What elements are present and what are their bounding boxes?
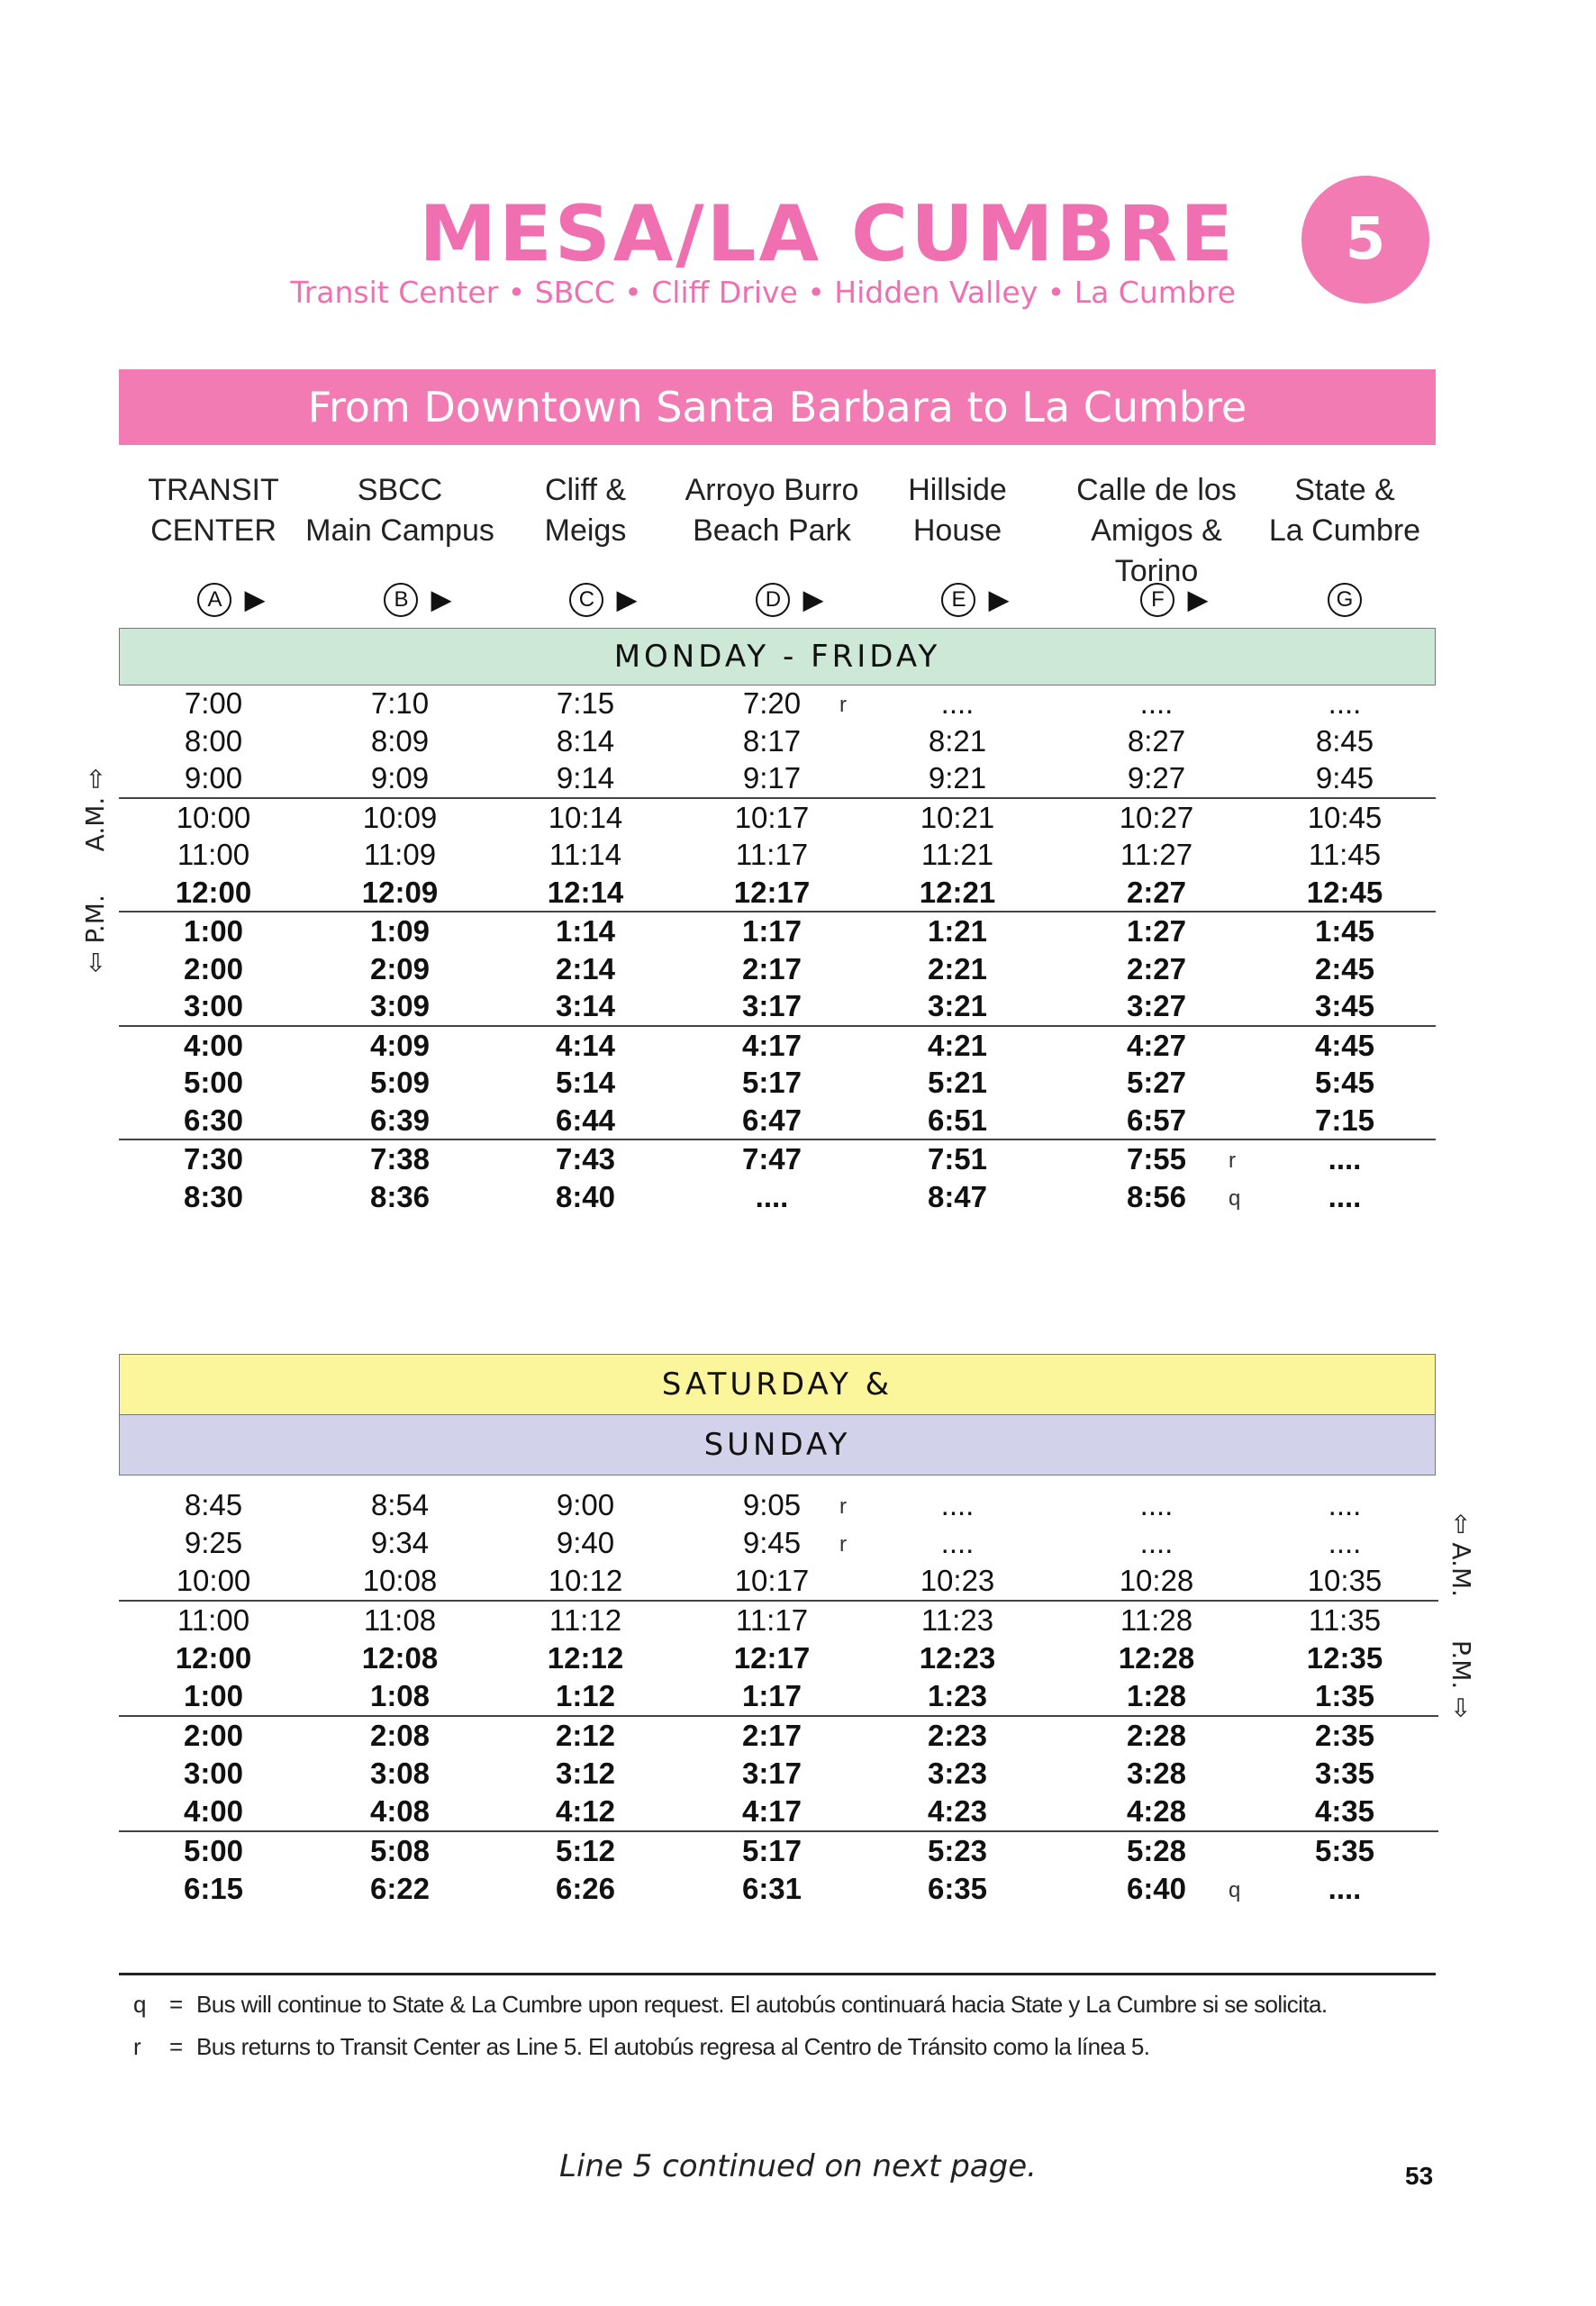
time-cell: 9:00	[556, 1488, 615, 1521]
time-cell: 4:09	[369, 1028, 431, 1062]
time-cell: 1:45	[1314, 914, 1375, 948]
time-cell: 9:21	[928, 761, 987, 794]
page-number: 53	[1405, 2162, 1434, 2190]
time-cell: ....	[1328, 1142, 1362, 1176]
time-cell: 2:09	[369, 951, 431, 985]
footnote-divider	[119, 1973, 1436, 1975]
time-cell: 10:00	[176, 1564, 251, 1597]
time-cell: 5:28	[1126, 1834, 1187, 1867]
time-cell: 2:27	[1126, 875, 1187, 909]
time-cell: 4:45	[1314, 1028, 1375, 1062]
time-cell: 11:28	[1120, 1603, 1193, 1637]
time-cell: 11:17	[735, 1603, 809, 1637]
time-cell: 2:21	[927, 951, 988, 985]
saturday-band: SATURDAY &	[119, 1354, 1436, 1415]
time-cell: 10:45	[1307, 800, 1383, 834]
time-cell: 2:00	[183, 951, 244, 985]
pm-down-arrow-icon: ⇦	[80, 951, 110, 973]
time-cell: 11:14	[549, 838, 622, 871]
time-cell: 3:21	[927, 989, 988, 1022]
stop-name: State & La Cumbre	[1268, 473, 1421, 548]
time-cell: 1:08	[369, 1679, 431, 1712]
stop-marker	[885, 581, 1066, 617]
time-cell: 4:28	[1126, 1794, 1187, 1828]
direction-arrow-icon: ▶	[244, 585, 266, 615]
time-cell: 3:09	[369, 989, 431, 1022]
footnote-text: Bus returns to Transit Center as Line 5. El autobús regresa al Centro de Tránsito como la línea 5.	[196, 2033, 1150, 2060]
time-cell: 1:12	[555, 1679, 616, 1712]
time-cell: 6:26	[555, 1872, 616, 1905]
time-cell: 6:57	[1126, 1103, 1187, 1137]
time-cell: 7:15	[1314, 1103, 1375, 1137]
time-cell: 9:25	[184, 1526, 243, 1559]
time-cell: 2:27	[1126, 951, 1187, 985]
time-cell: 1:21	[927, 914, 988, 948]
time-cell: 4:21	[927, 1028, 988, 1062]
stop-letter-c: C	[569, 583, 603, 617]
time-cell: 12:12	[547, 1641, 624, 1675]
time-cell: 12:21	[919, 875, 996, 909]
stop-name: Cliff & Meigs	[544, 473, 627, 548]
time-cell: 1:17	[741, 1679, 803, 1712]
time-cell: 8:54	[370, 1488, 430, 1521]
time-cell: 9:05	[742, 1488, 802, 1521]
time-cell: 2:23	[927, 1719, 988, 1752]
time-cell: 5:17	[741, 1834, 803, 1867]
time-cell: 9:00	[184, 761, 243, 794]
stop-name: Calle de los Amigos & Torino	[1076, 473, 1237, 588]
time-cell: 9:17	[742, 761, 802, 794]
time-cell: 11:09	[363, 838, 437, 871]
direction-arrow-icon: ▶	[1187, 585, 1209, 615]
time-cell: 1:14	[555, 914, 616, 948]
time-cell: 10:08	[362, 1564, 438, 1597]
time-cell: 12:28	[1118, 1641, 1195, 1675]
time-cell: 4:27	[1126, 1028, 1187, 1062]
time-cell: 8:45	[184, 1488, 243, 1521]
time-cell: 2:12	[555, 1719, 616, 1752]
time-cell: 7:00	[184, 686, 243, 720]
time-cell: 5:00	[183, 1834, 244, 1867]
time-cell: 6:44	[555, 1103, 616, 1137]
time-cell: 4:12	[555, 1794, 616, 1828]
time-cell: 10:14	[548, 800, 623, 834]
time-cell: 11:12	[549, 1603, 622, 1637]
continued-note: Line 5 continued on next page.	[559, 2148, 1037, 2184]
time-cell: 6:47	[741, 1103, 803, 1137]
time-cell: 8:36	[369, 1179, 431, 1213]
stop-marker	[1084, 581, 1265, 617]
time-cell: 8:45	[1315, 723, 1374, 758]
time-cell: ....	[1328, 1872, 1362, 1905]
time-cell: 2:45	[1314, 951, 1375, 985]
time-cell: ....	[1139, 1526, 1174, 1559]
time-cell: ....	[940, 1488, 975, 1521]
time-cell: ....	[1328, 686, 1362, 720]
time-cell: 10:17	[734, 800, 810, 834]
stop-name: SBCC Main Campus	[305, 473, 494, 548]
time-cell: 6:30	[183, 1103, 244, 1137]
footnote-equals: =	[169, 2033, 183, 2060]
time-cell: 11:27	[1120, 838, 1193, 871]
time-cell: 4:14	[555, 1028, 616, 1062]
time-cell: 7:51	[927, 1142, 988, 1176]
footnote-symbol: q	[133, 1991, 146, 2018]
time-cell: 6:39	[369, 1103, 431, 1137]
time-cell: ....	[940, 1526, 975, 1559]
time-cell: 12:14	[547, 875, 624, 909]
footnote-r	[133, 2033, 1149, 2061]
time-cell: 4:08	[369, 1794, 431, 1828]
time-cell: 9:09	[370, 761, 430, 794]
direction-arrow-icon: ▶	[988, 585, 1010, 615]
time-cell: 1:27	[1126, 914, 1187, 948]
time-cell: ....	[1139, 686, 1174, 720]
time-cell: 10:00	[176, 800, 251, 834]
direction-title-bar: From Downtown Santa Barbara to La Cumbre	[119, 369, 1436, 445]
stop-letter-g: G	[1328, 583, 1362, 617]
time-cell: 5:27	[1126, 1066, 1187, 1099]
time-cell: 5:14	[555, 1066, 616, 1099]
time-cell: 5:23	[927, 1834, 988, 1867]
stop-marker	[141, 581, 322, 617]
time-cell: 12:17	[733, 875, 811, 909]
route-stops-subtitle: Transit Center • SBCC • Cliff Drive • Hidden Valley • La Cumbre	[290, 275, 1236, 310]
time-cell: 3:28	[1126, 1757, 1187, 1790]
time-cell: 2:17	[741, 951, 803, 985]
am-up-arrow-icon: ⇦	[1446, 1513, 1476, 1535]
time-cell: 10:35	[1307, 1564, 1383, 1597]
weekend-am-pm-indicator	[1446, 1513, 1482, 1720]
time-cell: ....	[1328, 1179, 1362, 1213]
weekday-am-pm-indicator	[77, 748, 113, 973]
time-cell: 2:28	[1126, 1719, 1187, 1752]
footnote-equals: =	[169, 1991, 183, 2018]
time-cell: 9:45	[1315, 761, 1374, 794]
time-cell: 7:43	[555, 1142, 616, 1176]
time-cell: 11:45	[1308, 838, 1382, 871]
time-cell: 1:00	[183, 1679, 244, 1712]
time-cell: 6:15	[183, 1872, 244, 1905]
time-cell: 3:00	[183, 1757, 244, 1790]
time-cell: 7:15	[556, 686, 615, 720]
footnote-marker: r	[1229, 1148, 1236, 1173]
time-cell: 4:00	[183, 1794, 244, 1828]
time-cell: 4:17	[741, 1794, 803, 1828]
time-cell: 3:00	[183, 989, 244, 1022]
direction-arrow-icon: ▶	[431, 585, 452, 615]
time-cell: 11:08	[363, 1603, 437, 1637]
stop-name: Arroyo Burro Beach Park	[685, 473, 859, 548]
sunday-band: SUNDAY	[119, 1414, 1436, 1475]
time-cell: 3:17	[741, 989, 803, 1022]
time-cell: 11:00	[177, 838, 250, 871]
footnote-marker: q	[1229, 1185, 1241, 1211]
time-cell: 8:27	[1127, 723, 1186, 758]
time-cell: 5:00	[183, 1066, 244, 1099]
time-cell: 3:08	[369, 1757, 431, 1790]
time-cell: 12:35	[1306, 1641, 1383, 1675]
time-cell: 11:17	[735, 838, 809, 871]
am-label: A.M.	[1446, 1542, 1476, 1597]
stop-name: Hillside House	[908, 473, 1007, 548]
time-cell: 1:35	[1314, 1679, 1375, 1712]
am-up-arrow-icon: ⇨	[80, 767, 110, 789]
time-cell: 8:56	[1126, 1179, 1187, 1213]
time-cell: 5:08	[369, 1834, 431, 1867]
time-cell: 8:40	[555, 1179, 616, 1213]
time-cell: 2:08	[369, 1719, 431, 1752]
stop-name: TRANSIT CENTER	[148, 473, 279, 548]
time-cell: 12:09	[361, 875, 439, 909]
time-cell: 4:00	[183, 1028, 244, 1062]
direction-arrow-icon: ▶	[616, 585, 638, 615]
time-cell: 12:45	[1306, 875, 1383, 909]
time-cell: 3:17	[741, 1757, 803, 1790]
time-cell: 5:09	[369, 1066, 431, 1099]
time-cell: 3:27	[1126, 989, 1187, 1022]
footnote-marker: r	[839, 1494, 847, 1519]
stop-letter-b: B	[384, 583, 418, 617]
time-cell: ....	[1328, 1526, 1362, 1559]
time-cell: 5:12	[555, 1834, 616, 1867]
stop-marker	[700, 581, 880, 617]
time-cell: 3:12	[555, 1757, 616, 1790]
time-cell: 12:00	[175, 1641, 252, 1675]
time-cell: 8:47	[927, 1179, 988, 1213]
stop-marker	[513, 581, 694, 617]
time-cell: 2:00	[183, 1719, 244, 1752]
time-cell: 3:14	[555, 989, 616, 1022]
footnote-marker: r	[839, 693, 847, 717]
time-cell: 7:47	[741, 1142, 803, 1176]
time-cell: 1:09	[369, 914, 431, 948]
time-cell: 5:17	[741, 1066, 803, 1099]
time-cell: 2:14	[555, 951, 616, 985]
time-cell: ....	[1139, 1488, 1174, 1521]
time-cell: 5:45	[1314, 1066, 1375, 1099]
stop-letter-a: A	[197, 583, 231, 617]
time-cell: 3:45	[1314, 989, 1375, 1022]
time-cell: 7:20	[742, 686, 802, 720]
stop-marker	[328, 581, 508, 617]
time-cell: 10:12	[548, 1564, 623, 1597]
time-cell: 12:00	[175, 875, 252, 909]
time-cell: 6:40	[1126, 1872, 1187, 1905]
stop-letter-d: D	[756, 583, 790, 617]
route-number-badge: 5	[1301, 176, 1429, 304]
time-cell: ....	[1328, 1488, 1362, 1521]
time-cell: 10:23	[920, 1564, 995, 1597]
time-cell: 1:23	[927, 1679, 988, 1712]
stop-letter-e: E	[941, 583, 975, 617]
footnote-q	[133, 1991, 1327, 2019]
time-cell: 12:17	[733, 1641, 811, 1675]
time-cell: 1:00	[183, 914, 244, 948]
time-cell: 10:27	[1119, 800, 1194, 834]
pm-label: P.M.	[1446, 1639, 1476, 1690]
stop-marker	[1255, 581, 1435, 617]
time-cell: 5:35	[1314, 1834, 1375, 1867]
weekday-band: MONDAY - FRIDAY	[119, 628, 1436, 685]
time-cell: 3:23	[927, 1757, 988, 1790]
time-cell: 6:22	[369, 1872, 431, 1905]
time-cell: 4:17	[741, 1028, 803, 1062]
time-cell: 8:30	[183, 1179, 244, 1213]
time-cell: 1:17	[741, 914, 803, 948]
time-cell: 7:55	[1126, 1142, 1187, 1176]
time-cell: 8:09	[370, 723, 430, 758]
time-cell: 5:21	[927, 1066, 988, 1099]
time-cell: 10:28	[1119, 1564, 1194, 1597]
time-cell: 9:45	[742, 1526, 802, 1559]
pm-down-arrow-icon: ⇨	[1446, 1697, 1476, 1719]
pm-label: P.M.	[80, 894, 110, 944]
time-cell: 2:35	[1314, 1719, 1375, 1752]
time-cell: 4:35	[1314, 1794, 1375, 1828]
time-cell: 10:17	[734, 1564, 810, 1597]
time-cell: 11:35	[1308, 1603, 1382, 1637]
time-cell: 8:00	[184, 723, 243, 758]
route-title: MESA/LA CUMBRE	[419, 189, 1236, 279]
time-cell: 12:23	[919, 1641, 996, 1675]
time-cell: 8:21	[928, 723, 987, 758]
time-cell: ....	[755, 1179, 789, 1213]
am-label: A.M.	[80, 796, 110, 852]
time-cell: 7:30	[183, 1142, 244, 1176]
direction-arrow-icon: ▶	[803, 585, 824, 615]
time-cell: 3:35	[1314, 1757, 1375, 1790]
time-cell: 10:21	[920, 800, 995, 834]
time-cell: 12:08	[361, 1641, 439, 1675]
time-cell: ....	[940, 686, 975, 720]
time-cell: 4:23	[927, 1794, 988, 1828]
time-cell: 9:34	[370, 1526, 430, 1559]
footnote-text: Bus will continue to State & La Cumbre upon request. El autobús continuará hacia State y La Cumbre si se solicita.	[196, 1991, 1328, 2018]
time-cell: 9:14	[556, 761, 615, 794]
footnote-symbol: r	[133, 2033, 141, 2060]
time-cell: 10:09	[362, 800, 438, 834]
footnote-marker: r	[839, 1532, 847, 1557]
time-cell: 2:17	[741, 1719, 803, 1752]
time-cell: 11:21	[920, 838, 994, 871]
time-cell: 9:27	[1127, 761, 1186, 794]
time-cell: 6:51	[927, 1103, 988, 1137]
time-cell: 7:38	[369, 1142, 431, 1176]
footnote-marker: q	[1229, 1878, 1241, 1902]
time-cell: 11:23	[920, 1603, 994, 1637]
time-cell: 1:28	[1126, 1679, 1187, 1712]
time-cell: 8:14	[556, 723, 615, 758]
time-cell: 6:35	[927, 1872, 988, 1905]
time-cell: 6:31	[741, 1872, 803, 1905]
time-cell: 7:10	[370, 686, 430, 720]
time-cell: 8:17	[742, 723, 802, 758]
stop-letter-f: F	[1140, 583, 1174, 617]
time-cell: 9:40	[556, 1526, 615, 1559]
time-cell: 11:00	[177, 1603, 250, 1637]
